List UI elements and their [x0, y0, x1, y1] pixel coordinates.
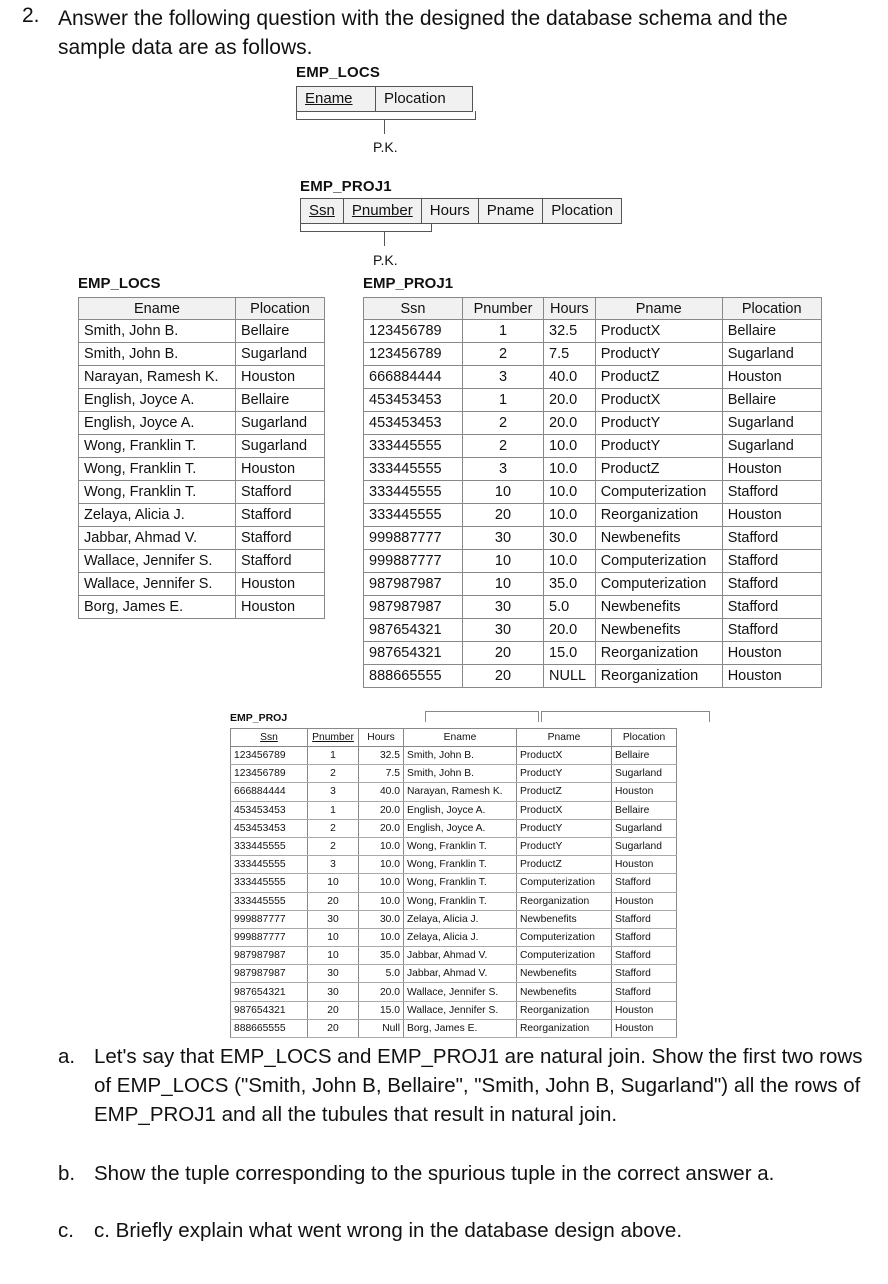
emp-locs-table-title: EMP_LOCS: [78, 275, 161, 292]
schema-emp-proj1-box: [300, 198, 622, 224]
table-row: [231, 1019, 677, 1037]
table-cell: 333445555: [231, 874, 308, 892]
table-row: [79, 596, 325, 619]
table-cell: 5.0: [359, 965, 404, 983]
emp-locs-table: [78, 297, 325, 619]
table-cell: 15.0: [359, 1001, 404, 1019]
table-cell: 987987987: [364, 573, 463, 596]
table-row: [231, 874, 677, 892]
table-row: [79, 573, 325, 596]
table-cell: Zelaya, Alicia J.: [404, 928, 517, 946]
table-cell: English, Joyce A.: [79, 389, 236, 412]
table-row: [231, 765, 677, 783]
table-cell: 32.5: [359, 747, 404, 765]
table-row: [364, 642, 822, 665]
emp-proj1-header-ssn: Ssn: [364, 298, 463, 320]
table-cell: English, Joyce A.: [79, 412, 236, 435]
table-cell: Houston: [612, 856, 677, 874]
table-cell: Newbenefits: [517, 983, 612, 1001]
table-cell: Borg, James E.: [79, 596, 236, 619]
table-cell: Computerization: [595, 481, 722, 504]
table-row: [364, 435, 822, 458]
table-cell: 20: [308, 892, 359, 910]
table-cell: Stafford: [722, 596, 821, 619]
table-cell: ProductZ: [595, 458, 722, 481]
table-cell: 123456789: [231, 747, 308, 765]
subquestion-c-text: c. Briefly explain what went wrong in the database design above.: [94, 1219, 683, 1242]
table-cell: Stafford: [722, 619, 821, 642]
table-cell: 3: [463, 458, 544, 481]
table-row: [79, 389, 325, 412]
table-cell: Jabbar, Ahmad V.: [79, 527, 236, 550]
table-cell: 666884444: [231, 783, 308, 801]
table-cell: ProductY: [517, 765, 612, 783]
table-cell: Stafford: [236, 550, 325, 573]
table-row: [364, 527, 822, 550]
table-cell: Wong, Franklin T.: [79, 435, 236, 458]
table-cell: Bellaire: [612, 801, 677, 819]
table-cell: ProductX: [517, 801, 612, 819]
table-cell: Sugarland: [236, 343, 325, 366]
table-cell: 888665555: [231, 1019, 308, 1037]
subquestion-a: [58, 1042, 864, 1132]
table-cell: Wong, Franklin T.: [79, 481, 236, 504]
table-cell: ProductZ: [517, 783, 612, 801]
table-cell: 10.0: [544, 458, 596, 481]
table-row: [231, 747, 677, 765]
table-cell: 987654321: [231, 1001, 308, 1019]
table-cell: Reorganization: [517, 1001, 612, 1019]
schema-emp-locs-pk-tick: [384, 120, 385, 134]
table-cell: Newbenefits: [595, 596, 722, 619]
table-cell: Stafford: [612, 983, 677, 1001]
table-cell: 5.0: [544, 596, 596, 619]
subquestion-c-label: c.: [58, 1219, 74, 1242]
schema-emp-proj1-pk-tick: [384, 232, 385, 246]
table-cell: Smith, John B.: [404, 747, 517, 765]
table-cell: 3: [308, 856, 359, 874]
table-cell: Wong, Franklin T.: [79, 458, 236, 481]
table-cell: ProductY: [517, 837, 612, 855]
table-cell: Bellaire: [722, 320, 821, 343]
table-cell: 30: [308, 965, 359, 983]
table-cell: Houston: [236, 458, 325, 481]
table-cell: 10.0: [359, 874, 404, 892]
table-row: [79, 550, 325, 573]
table-cell: Stafford: [612, 947, 677, 965]
table-cell: 999887777: [364, 550, 463, 573]
emp-proj-header-pname: Pname: [517, 729, 612, 747]
table-cell: 7.5: [359, 765, 404, 783]
table-cell: Jabbar, Ahmad V.: [404, 965, 517, 983]
table-cell: Zelaya, Alicia J.: [79, 504, 236, 527]
table-row: [364, 481, 822, 504]
question-text: Answer the following question with the designed the database schema and the sample data are as follows.: [58, 7, 788, 59]
table-cell: Bellaire: [236, 320, 325, 343]
table-cell: 20.0: [544, 412, 596, 435]
emp-proj-header-plocation: Plocation: [612, 729, 677, 747]
table-cell: 20.0: [359, 819, 404, 837]
schema-emp-locs-box: [296, 86, 473, 112]
table-cell: 1: [308, 747, 359, 765]
table-cell: 123456789: [231, 765, 308, 783]
table-cell: ProductZ: [517, 856, 612, 874]
table-cell: 1: [463, 389, 544, 412]
table-cell: 10: [463, 481, 544, 504]
table-cell: Reorganization: [595, 642, 722, 665]
table-cell: 333445555: [231, 892, 308, 910]
emp-proj-bracket-right: [541, 711, 710, 722]
table-row: [231, 801, 677, 819]
table-cell: 30: [308, 910, 359, 928]
table-cell: Sugarland: [612, 819, 677, 837]
table-cell: ProductY: [517, 819, 612, 837]
table-cell: Sugarland: [236, 412, 325, 435]
table-cell: 987987987: [231, 965, 308, 983]
table-cell: 987654321: [231, 983, 308, 1001]
table-cell: 20: [463, 665, 544, 688]
table-cell: Computerization: [517, 928, 612, 946]
table-row: [79, 458, 325, 481]
table-cell: Houston: [236, 573, 325, 596]
table-cell: 20.0: [544, 619, 596, 642]
table-cell: ProductY: [595, 435, 722, 458]
table-cell: 987987987: [364, 596, 463, 619]
table-cell: Houston: [612, 1001, 677, 1019]
schema-emp-proj1-title: EMP_PROJ1: [300, 178, 392, 195]
table-cell: 10: [463, 573, 544, 596]
table-cell: 40.0: [359, 783, 404, 801]
table-row: [79, 366, 325, 389]
schema-attr-hours: Hours: [422, 199, 479, 223]
table-row: [364, 596, 822, 619]
table-cell: Houston: [722, 504, 821, 527]
table-cell: Newbenefits: [517, 910, 612, 928]
schema-attr-plocation2: Plocation: [551, 202, 613, 219]
table-cell: Wong, Franklin T.: [404, 856, 517, 874]
table-cell: 10: [308, 947, 359, 965]
table-cell: Sugarland: [722, 343, 821, 366]
table-cell: 10.0: [544, 504, 596, 527]
table-cell: 333445555: [364, 435, 463, 458]
table-cell: Stafford: [612, 965, 677, 983]
table-cell: Computerization: [517, 947, 612, 965]
table-cell: Sugarland: [612, 765, 677, 783]
table-cell: Stafford: [722, 527, 821, 550]
table-cell: Houston: [722, 458, 821, 481]
table-cell: English, Joyce A.: [404, 801, 517, 819]
table-cell: Jabbar, Ahmad V.: [404, 947, 517, 965]
table-row: [231, 928, 677, 946]
table-cell: Smith, John B.: [79, 320, 236, 343]
table-cell: Newbenefits: [595, 527, 722, 550]
table-row: [79, 412, 325, 435]
table-cell: 35.0: [544, 573, 596, 596]
emp-proj1-table-title: EMP_PROJ1: [363, 275, 454, 292]
table-cell: Houston: [236, 366, 325, 389]
table-cell: 453453453: [231, 819, 308, 837]
table-cell: 20.0: [359, 801, 404, 819]
table-cell: Wallace, Jennifer S.: [79, 550, 236, 573]
table-row: [79, 504, 325, 527]
table-cell: Reorganization: [517, 1019, 612, 1037]
table-cell: Computerization: [517, 874, 612, 892]
table-cell: ProductX: [595, 320, 722, 343]
table-cell: Sugarland: [236, 435, 325, 458]
table-cell: 20: [308, 1019, 359, 1037]
table-cell: Stafford: [722, 481, 821, 504]
table-cell: ProductY: [595, 343, 722, 366]
table-row: [364, 619, 822, 642]
table-row: [231, 910, 677, 928]
table-cell: 987654321: [364, 642, 463, 665]
emp-proj-table-title: EMP_PROJ: [230, 712, 288, 724]
table-cell: Computerization: [595, 550, 722, 573]
table-cell: 453453453: [364, 389, 463, 412]
table-cell: 1: [463, 320, 544, 343]
schema-attr-pnumber: Pnumber: [344, 199, 422, 223]
table-cell: Newbenefits: [595, 619, 722, 642]
table-row: [79, 343, 325, 366]
schema-attr-ename: Ename: [297, 87, 376, 111]
table-cell: 10.0: [359, 892, 404, 910]
table-cell: Reorganization: [595, 504, 722, 527]
table-cell: 888665555: [364, 665, 463, 688]
emp-proj-header-hours: Hours: [359, 729, 404, 747]
table-cell: Houston: [722, 665, 821, 688]
table-row: [79, 435, 325, 458]
emp-proj-table: [230, 728, 677, 1038]
table-cell: 3: [463, 366, 544, 389]
table-cell: Bellaire: [722, 389, 821, 412]
table-row: [231, 983, 677, 1001]
emp-proj1-header-plocation: Plocation: [722, 298, 821, 320]
table-cell: 987654321: [364, 619, 463, 642]
table-cell: Stafford: [236, 504, 325, 527]
table-cell: Newbenefits: [517, 965, 612, 983]
table-cell: 32.5: [544, 320, 596, 343]
table-cell: 2: [308, 819, 359, 837]
table-cell: 999887777: [231, 910, 308, 928]
table-cell: Zelaya, Alicia J.: [404, 910, 517, 928]
table-cell: 10: [308, 928, 359, 946]
table-row: [79, 527, 325, 550]
table-cell: Bellaire: [612, 747, 677, 765]
table-cell: 987987987: [231, 947, 308, 965]
table-cell: 453453453: [231, 801, 308, 819]
table-row: [364, 573, 822, 596]
table-cell: Sugarland: [722, 412, 821, 435]
table-row: [364, 550, 822, 573]
table-cell: 20.0: [359, 983, 404, 1001]
table-cell: 333445555: [364, 481, 463, 504]
table-row: [231, 1001, 677, 1019]
table-cell: 10.0: [544, 550, 596, 573]
table-cell: 10: [463, 550, 544, 573]
table-cell: 999887777: [364, 527, 463, 550]
table-cell: 666884444: [364, 366, 463, 389]
table-cell: Reorganization: [517, 892, 612, 910]
table-cell: Stafford: [612, 910, 677, 928]
table-cell: 10.0: [544, 435, 596, 458]
table-cell: Null: [359, 1019, 404, 1037]
table-cell: 20.0: [544, 389, 596, 412]
table-cell: Reorganization: [595, 665, 722, 688]
table-cell: 30: [463, 527, 544, 550]
table-cell: 2: [463, 343, 544, 366]
table-row: [231, 819, 677, 837]
table-cell: Stafford: [236, 481, 325, 504]
table-cell: 2: [308, 837, 359, 855]
table-cell: 333445555: [231, 837, 308, 855]
schema-emp-locs-pk-label: P.K.: [373, 139, 398, 155]
table-cell: Stafford: [722, 573, 821, 596]
schema-emp-proj1-pk-label: P.K.: [373, 252, 398, 268]
table-cell: ProductY: [595, 412, 722, 435]
table-cell: Houston: [612, 1019, 677, 1037]
table-cell: 1: [308, 801, 359, 819]
schema-attr-ssn: Ssn: [301, 199, 344, 223]
table-cell: 20: [463, 504, 544, 527]
emp-proj1-header-hours: Hours: [544, 298, 596, 320]
table-cell: 333445555: [364, 504, 463, 527]
table-cell: 30: [308, 983, 359, 1001]
table-cell: 30.0: [544, 527, 596, 550]
table-cell: Smith, John B.: [404, 765, 517, 783]
emp-proj1-table: [363, 297, 822, 688]
table-cell: Houston: [236, 596, 325, 619]
table-cell: Stafford: [612, 874, 677, 892]
table-cell: 30: [463, 619, 544, 642]
table-cell: Sugarland: [722, 435, 821, 458]
table-cell: 40.0: [544, 366, 596, 389]
table-cell: Houston: [612, 783, 677, 801]
schema-attr-plocation: Plocation: [384, 90, 446, 107]
table-cell: 2: [308, 765, 359, 783]
table-cell: 10.0: [359, 928, 404, 946]
emp-proj-header-ssn: Ssn: [231, 729, 308, 747]
table-row: [231, 783, 677, 801]
emp-locs-header-plocation: Plocation: [236, 298, 325, 320]
table-cell: 3: [308, 783, 359, 801]
schema-attr-pname: Pname: [479, 199, 544, 223]
emp-proj-bracket-left: [425, 711, 539, 722]
emp-proj-header-pnumber: Pnumber: [308, 729, 359, 747]
table-cell: NULL: [544, 665, 596, 688]
table-cell: Sugarland: [612, 837, 677, 855]
table-cell: Narayan, Ramesh K.: [79, 366, 236, 389]
subquestion-b-label: b.: [58, 1162, 76, 1185]
table-row: [231, 965, 677, 983]
subquestion-b: [58, 1159, 864, 1189]
table-cell: 2: [463, 435, 544, 458]
emp-locs-header-ename: Ename: [79, 298, 236, 320]
table-cell: Stafford: [612, 928, 677, 946]
table-cell: 10.0: [359, 856, 404, 874]
table-cell: Stafford: [722, 550, 821, 573]
emp-proj1-header-pnumber: Pnumber: [463, 298, 544, 320]
table-cell: 35.0: [359, 947, 404, 965]
table-cell: ProductX: [517, 747, 612, 765]
table-cell: 7.5: [544, 343, 596, 366]
table-cell: Wallace, Jennifer S.: [404, 1001, 517, 1019]
table-cell: 333445555: [231, 856, 308, 874]
table-row: [231, 856, 677, 874]
table-row: [364, 366, 822, 389]
table-cell: 2: [463, 412, 544, 435]
table-row: [79, 481, 325, 504]
table-cell: 20: [463, 642, 544, 665]
table-cell: Computerization: [595, 573, 722, 596]
table-cell: 30: [463, 596, 544, 619]
table-cell: Houston: [722, 366, 821, 389]
table-row: [364, 343, 822, 366]
table-row: [364, 504, 822, 527]
table-cell: 10.0: [544, 481, 596, 504]
table-cell: Wallace, Jennifer S.: [79, 573, 236, 596]
table-cell: Wong, Franklin T.: [404, 837, 517, 855]
table-cell: Narayan, Ramesh K.: [404, 783, 517, 801]
table-row: [364, 320, 822, 343]
table-cell: Houston: [722, 642, 821, 665]
table-row: [231, 837, 677, 855]
table-cell: 30.0: [359, 910, 404, 928]
question-number: 2.: [22, 4, 40, 27]
table-cell: 15.0: [544, 642, 596, 665]
table-cell: Bellaire: [236, 389, 325, 412]
table-row: [231, 892, 677, 910]
schema-emp-proj1-pk-bracket: [300, 223, 432, 232]
schema-emp-locs-pk-bracket: [296, 111, 476, 120]
table-row: [364, 389, 822, 412]
table-cell: 123456789: [364, 320, 463, 343]
table-cell: ProductZ: [595, 366, 722, 389]
table-cell: 20: [308, 1001, 359, 1019]
table-cell: 10: [308, 874, 359, 892]
table-cell: 10.0: [359, 837, 404, 855]
table-row: [364, 458, 822, 481]
table-row: [364, 665, 822, 688]
table-cell: Smith, John B.: [79, 343, 236, 366]
table-cell: Wallace, Jennifer S.: [404, 983, 517, 1001]
subquestion-a-text: Let's say that EMP_LOCS and EMP_PROJ1 are natural join. Show the first two rows of EMP_LOCS ("Smith, John B, Bellaire", "Smith, John B, Sugarland") all the rows of EMP_PROJ1 and all the tubules that result in natural join.: [94, 1045, 863, 1126]
table-cell: Houston: [612, 892, 677, 910]
table-cell: 333445555: [364, 458, 463, 481]
table-cell: Stafford: [236, 527, 325, 550]
table-row: [79, 320, 325, 343]
table-cell: English, Joyce A.: [404, 819, 517, 837]
table-cell: Borg, James E.: [404, 1019, 517, 1037]
subquestion-b-text: Show the tuple corresponding to the spurious tuple in the correct answer a.: [94, 1162, 775, 1185]
table-row: [364, 412, 822, 435]
table-cell: 453453453: [364, 412, 463, 435]
emp-proj1-header-pname: Pname: [595, 298, 722, 320]
schema-emp-locs-title: EMP_LOCS: [296, 64, 381, 81]
table-row: [231, 947, 677, 965]
table-cell: 999887777: [231, 928, 308, 946]
subquestion-a-label: a.: [58, 1045, 76, 1068]
table-cell: 123456789: [364, 343, 463, 366]
table-cell: ProductX: [595, 389, 722, 412]
emp-proj-header-ename: Ename: [404, 729, 517, 747]
table-cell: Wong, Franklin T.: [404, 892, 517, 910]
subquestion-c: [58, 1216, 864, 1246]
table-cell: Wong, Franklin T.: [404, 874, 517, 892]
